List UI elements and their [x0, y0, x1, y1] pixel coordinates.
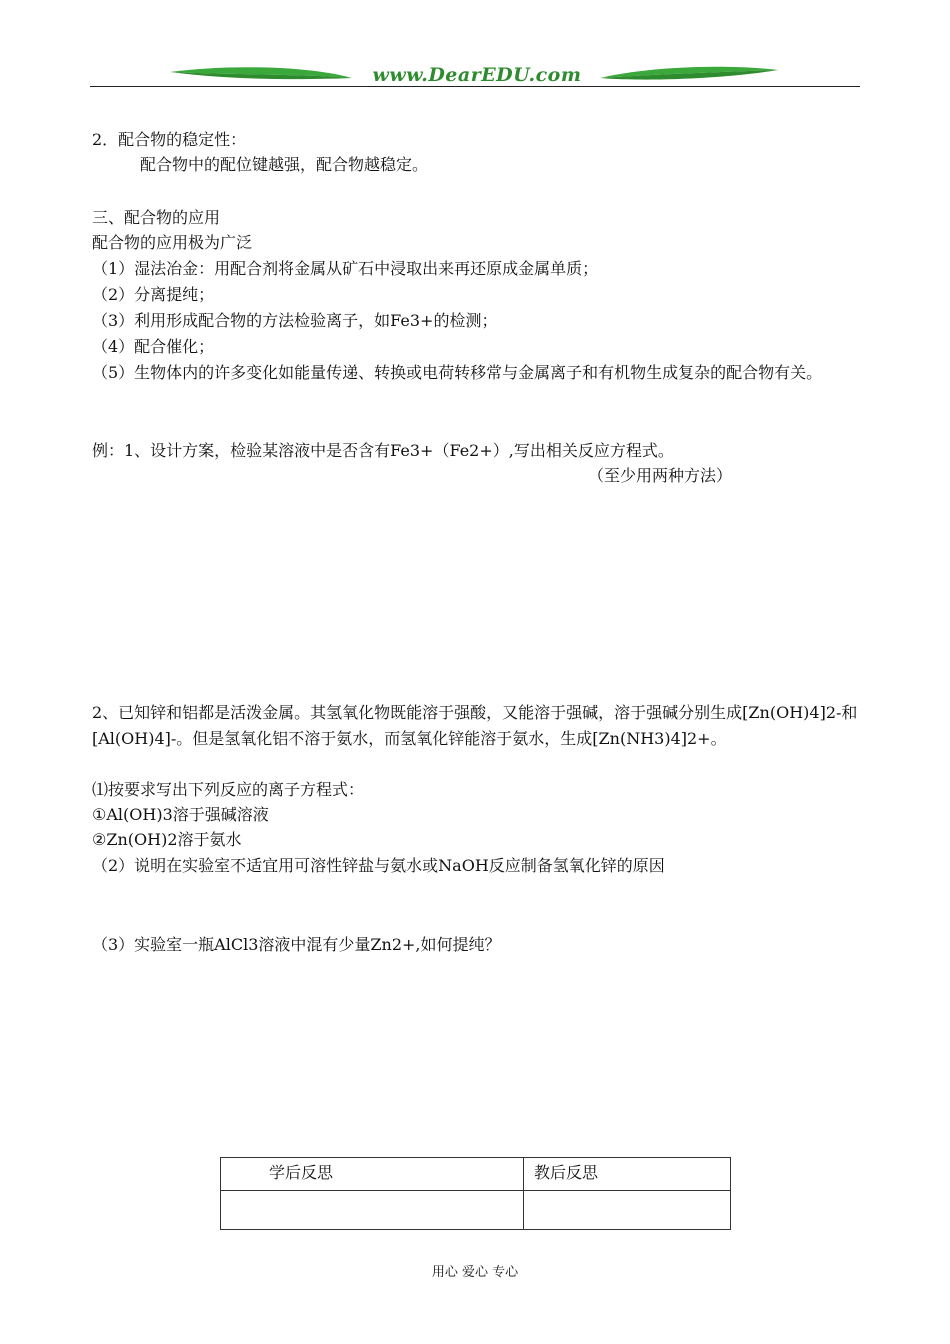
student-reflection-header: 学后反思 — [221, 1158, 524, 1191]
section2-title: 2．配合物的稳定性： — [92, 130, 247, 149]
page-footer: 用心 爱心 专心 — [431, 1265, 519, 1280]
site-logo-text: www.DearEDU.com — [372, 64, 582, 86]
application-item-3: （3）利用形成配合物的方法检验离子，如Fe3+的检测； — [92, 311, 498, 330]
example1-question: 例：1、设计方案，检验某溶液中是否含有Fe3+（Fe2+）,写出相关反应方程式。 — [92, 441, 674, 460]
section3-title: 三、配合物的应用 — [92, 208, 221, 227]
example2-sub1a: ①Al(OH)3溶于强碱溶液 — [92, 805, 269, 824]
section2-body: 配合物中的配位键越强，配合物越稳定。 — [140, 155, 429, 174]
student-reflection-cell[interactable] — [221, 1191, 524, 1230]
reflection-header-row — [221, 1158, 731, 1191]
section3-intro: 配合物的应用极为广泛 — [92, 233, 253, 252]
example2-sub1b: ②Zn(OH)2溶于氨水 — [92, 830, 242, 849]
example2-intro: 2、已知锌和铝都是活泼金属。其氢氧化物既能溶于强酸，又能溶于强碱，溶于强碱分别生成[Zn(OH)4]2-和[Al(OH)4]-。但是氢氧化铝不溶于氨水，而氢氧化锌能溶于氨水，生成[Zn(NH3)4]2+。 — [92, 703, 858, 748]
application-item-5: （5）生物体内的许多变化如能量传递、转换或电荷转移常与金属离子和有机物生成复杂的配合物有关。 — [92, 363, 823, 382]
example1-note: （至少用两种方法） — [588, 466, 733, 485]
example2-sub1: ⑴按要求写出下列反应的离子方程式： — [92, 780, 365, 799]
teacher-reflection-cell[interactable] — [524, 1191, 731, 1230]
application-item-4: （4）配合催化； — [92, 337, 215, 356]
reflection-table — [220, 1157, 731, 1230]
application-item-2: （2）分离提纯； — [92, 285, 215, 304]
reflection-content-row — [221, 1191, 731, 1230]
teacher-reflection-header: 教后反思 — [524, 1158, 731, 1191]
example2-sub2: （2）说明在实验室不适宜用可溶性锌盐与氨水或NaOH反应制备氢氧化锌的原因 — [92, 856, 665, 875]
example2-sub3: （3）实验室一瓶AlCl3溶液中混有少量Zn2+,如何提纯？ — [92, 935, 501, 954]
header-divider — [90, 86, 860, 87]
application-item-1: （1）湿法冶金：用配合剂将金属从矿石中浸取出来再还原成金属单质； — [92, 259, 599, 278]
